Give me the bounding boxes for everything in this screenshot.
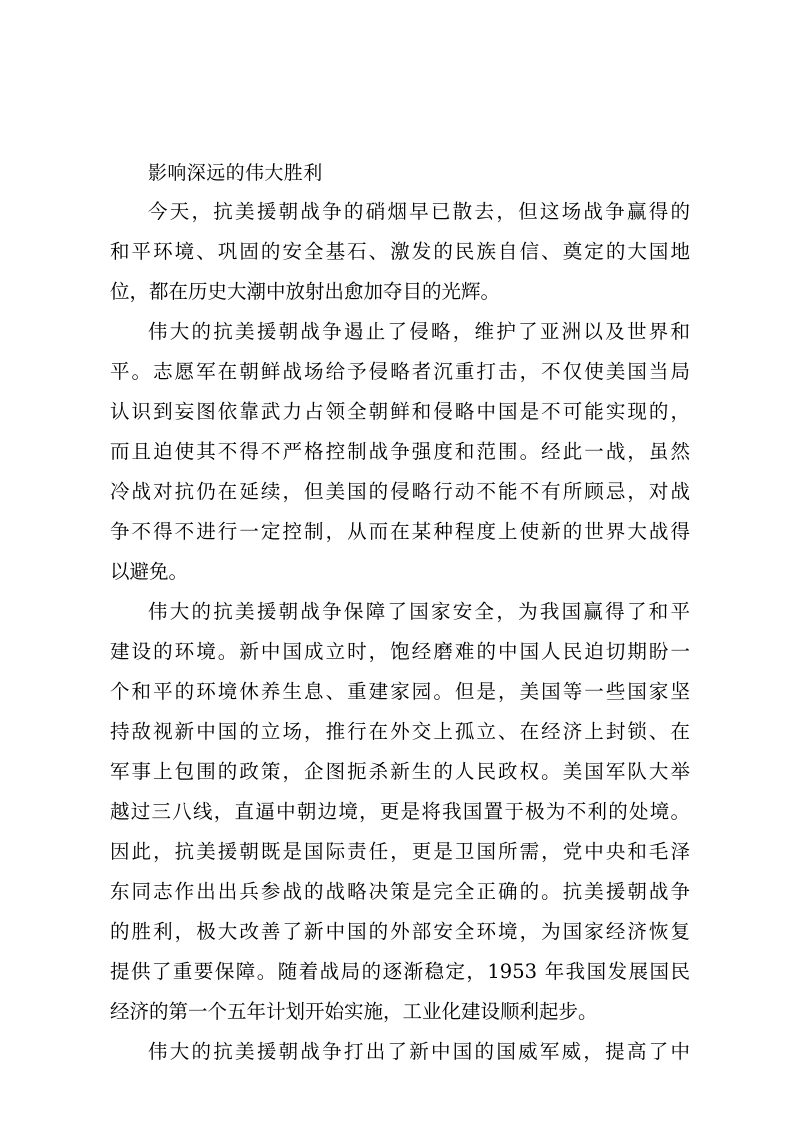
paragraph-security [110, 592, 690, 1032]
text-line: 建设的环境。新中国成立时，饱经磨难的中国人民迫切期盼一 [110, 640, 690, 663]
text-line: 以避免。 [110, 560, 189, 583]
paragraph-prestige [110, 1032, 690, 1072]
text-line: 经济的第一个五年计划开始实施，工业化建设顺利起步。 [110, 1000, 598, 1023]
article-body [110, 154, 690, 1072]
text-line: 伟大的抗美援朝战争遏止了侵略，维护了亚洲以及世界和 [148, 320, 690, 343]
text-line: 和平环境、巩固的安全基石、激发的民族自信、奠定的大国地 [110, 240, 690, 263]
text-line: 的胜利，极大改善了新中国的外部安全环境，为国家经济恢复 [110, 920, 690, 943]
text-line: 伟大的抗美援朝战争打出了新中国的国威军威，提高了中 [148, 1040, 690, 1063]
text-line: 东同志作出出兵参战的战略决策是完全正确的。抗美援朝战争 [110, 880, 690, 903]
text-line: 冷战对抗仍在延续，但美国的侵略行动不能不有所顾忌，对战 [110, 480, 690, 503]
paragraph-intro [110, 192, 690, 312]
text-line: 伟大的抗美援朝战争保障了国家安全，为我国赢得了和平 [148, 600, 690, 623]
text-line: 提供了重要保障。随着战局的逐渐稳定，1953 年我国发展国民 [110, 960, 690, 983]
text-line: 平。志愿军在朝鲜战场给予侵略者沉重打击，不仅使美国当局 [110, 360, 690, 383]
text-line: 越过三八线，直逼中朝边境，更是将我国置于极为不利的处境。 [110, 800, 690, 823]
section-heading: 影响深远的伟大胜利 [148, 162, 323, 184]
text-line: 因此，抗美援朝既是国际责任，更是卫国所需，党中央和毛泽 [110, 840, 690, 863]
paragraph-peace [110, 312, 690, 592]
text-line: 军事上包围的政策，企图扼杀新生的人民政权。美国军队大举 [110, 760, 690, 783]
text-line: 位，都在历史大潮中放射出愈加夺目的光辉。 [110, 280, 501, 303]
text-line: 今天，抗美援朝战争的硝烟早已散去，但这场战争赢得的 [148, 200, 690, 223]
text-line: 认识到妄图依靠武力占领全朝鲜和侵略中国是不可能实现的， [110, 400, 690, 423]
text-line: 个和平的环境休养生息、重建家园。但是，美国等一些国家坚 [110, 680, 690, 703]
text-line: 争不得不进行一定控制，从而在某种程度上使新的世界大战得 [110, 520, 690, 543]
text-line: 持敌视新中国的立场，推行在外交上孤立、在经济上封锁、在 [110, 720, 690, 743]
text-line: 而且迫使其不得不严格控制战争强度和范围。经此一战，虽然 [110, 440, 690, 463]
